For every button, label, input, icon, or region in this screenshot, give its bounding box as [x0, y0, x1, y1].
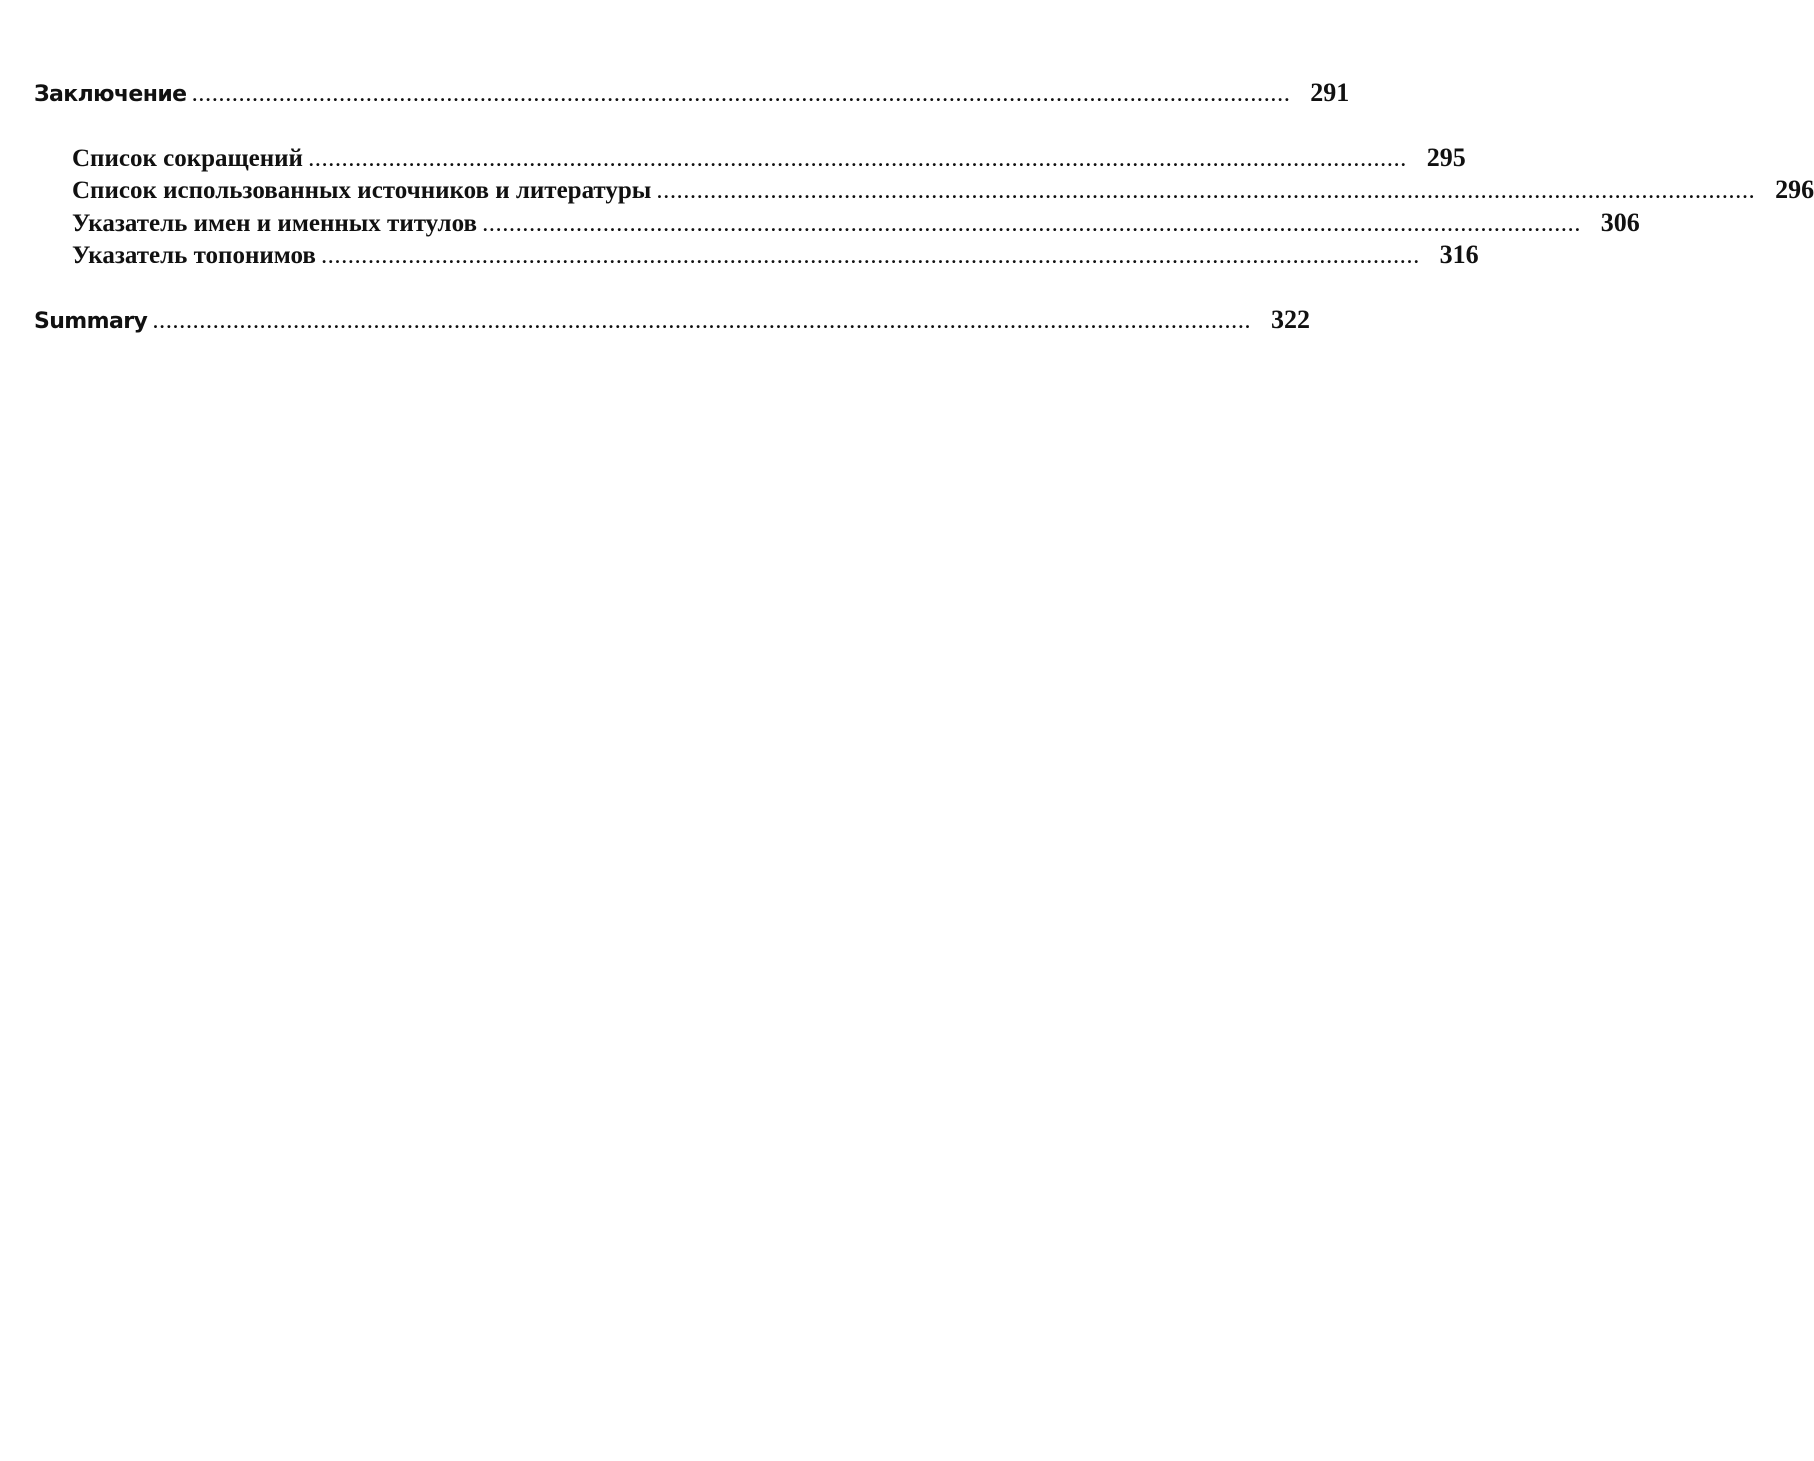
toc-entry-page: 295: [1426, 143, 1466, 172]
toc-entry-page: 306: [1600, 208, 1640, 237]
toc-entry-page: 322: [1271, 305, 1311, 334]
dot-leader: ....................................................................................................................................................................: [657, 182, 1757, 202]
toc-entry-title: Список сокращений: [72, 145, 303, 172]
toc-entry-abbreviations[interactable]: [72, 143, 1466, 173]
toc-entry-page: 316: [1439, 240, 1479, 269]
toc-entry-page: 296: [1775, 175, 1814, 204]
dot-leader: ....................................................................................................................................................................: [482, 215, 1582, 235]
toc-entry-title: Указатель топонимов: [72, 242, 316, 269]
toc-entry-page: 291: [1310, 78, 1350, 107]
dot-leader: ....................................................................................................................................................................: [192, 85, 1292, 105]
dot-leader: ....................................................................................................................................................................: [308, 150, 1408, 170]
toc-entry-title: Заключение: [34, 82, 187, 107]
toc-entry-conclusion[interactable]: [34, 78, 1350, 108]
toc-entry-title: Summary: [34, 309, 148, 334]
toc-entry-summary[interactable]: [34, 305, 1311, 335]
toc-entry-toponyms-index[interactable]: [72, 240, 1479, 270]
dot-leader: ....................................................................................................................................................................: [321, 247, 1421, 267]
dot-leader: ....................................................................................................................................................................: [153, 312, 1253, 332]
toc-entry-title: Список использованных источников и литературы: [72, 177, 652, 204]
toc-entry-sources[interactable]: [72, 175, 1814, 205]
toc-entry-names-index[interactable]: [72, 208, 1640, 238]
toc-entry-title: Указатель имен и именных титулов: [72, 210, 477, 237]
